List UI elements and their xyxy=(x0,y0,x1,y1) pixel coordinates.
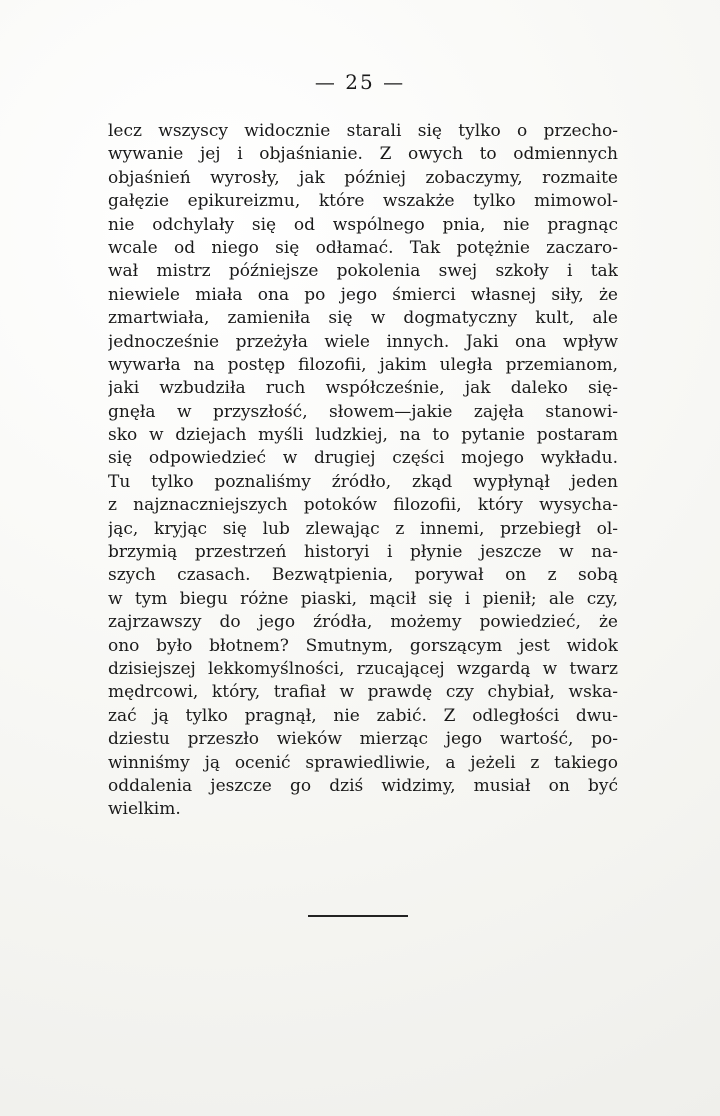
text-line: nie odchylały się od wspólnego pnia, nie pragnąc xyxy=(108,214,618,235)
text-line: sko w dziejach myśli ludzkiej, na to pytanie postaram xyxy=(108,425,618,446)
text-line: oddalenia jeszcze go dziś widzimy, musiał on być xyxy=(108,775,618,796)
text-line: objaśnień wyrosły, jak później zobaczymy, rozmaite xyxy=(108,167,618,188)
text-line: jaki wzbudziła ruch współcześnie, jak daleko się- xyxy=(108,378,618,399)
text-line: ono było błotnem? Smutnym, gorszącym jest widok xyxy=(108,635,618,656)
text-line: jednocześnie przeżyła wiele innych. Jaki ona wpływ xyxy=(108,331,618,352)
text-line: brzymią przestrzeń historyi i płynie jeszcze w na- xyxy=(108,542,618,563)
text-line: z najznaczniejszych potoków filozofii, który wysycha- xyxy=(108,495,618,516)
text-line: winniśmy ją ocenić sprawiedliwie, a jeżeli z takiego xyxy=(108,752,618,773)
text-line: wcale od niego się odłamać. Tak potężnie zaczaro- xyxy=(108,237,618,258)
text-line: dziestu przeszło wieków mierząc jego wartość, po- xyxy=(108,729,618,750)
text-line: wywanie jej i objaśnianie. Z owych to odmiennych xyxy=(108,144,618,165)
text-line: dzisiejszej lekkomyślności, rzucającej wzgardą w twarz xyxy=(108,658,618,679)
text-line: wywarła na postęp filozofii, jakim uległa przemianom, xyxy=(108,354,618,375)
text-line: wał mistrz późniejsze pokolenia swej szkoły i tak xyxy=(108,261,618,282)
text-line: wielkim. xyxy=(108,799,181,820)
text-line: zmartwiała, zamieniła się w dogmatyczny kult, ale xyxy=(108,308,618,329)
text-line: w tym biegu różne piaski, mącił się i pienił; ale czy, xyxy=(108,588,618,609)
text-line: zajrzawszy do jego źródła, możemy powiedzieć, że xyxy=(108,612,618,633)
body-text xyxy=(108,120,618,822)
text-line: zać ją tylko pragnął, nie zabić. Z odległości dwu- xyxy=(108,705,618,726)
text-line: Tu tylko poznaliśmy źródło, zkąd wypłynął jeden xyxy=(108,471,618,492)
text-line: gnęła w przyszłość, słowem—jakie zajęła stanowi- xyxy=(108,401,618,422)
text-line: się odpowiedzieć w drugiej części mojego wykładu. xyxy=(108,448,618,469)
text-line: lecz wszyscy widocznie starali się tylko o przecho- xyxy=(108,121,618,141)
text-line: niewiele miała ona po jego śmierci własnej siły, że xyxy=(108,284,618,305)
text-line: jąc, kryjąc się lub zlewając z innemi, przebiegł ol- xyxy=(108,518,618,539)
text-line: gałęzie epikureizmu, które wszakże tylko mimowol- xyxy=(108,191,618,212)
page-number: — 25 — xyxy=(314,70,406,94)
text-line: mędrcowi, który, trafiał w prawdę czy chybiał, wska- xyxy=(108,682,618,703)
end-rule-divider xyxy=(308,915,408,917)
text-line: szych czasach. Bezwątpienia, porywał on z sobą xyxy=(108,565,618,586)
